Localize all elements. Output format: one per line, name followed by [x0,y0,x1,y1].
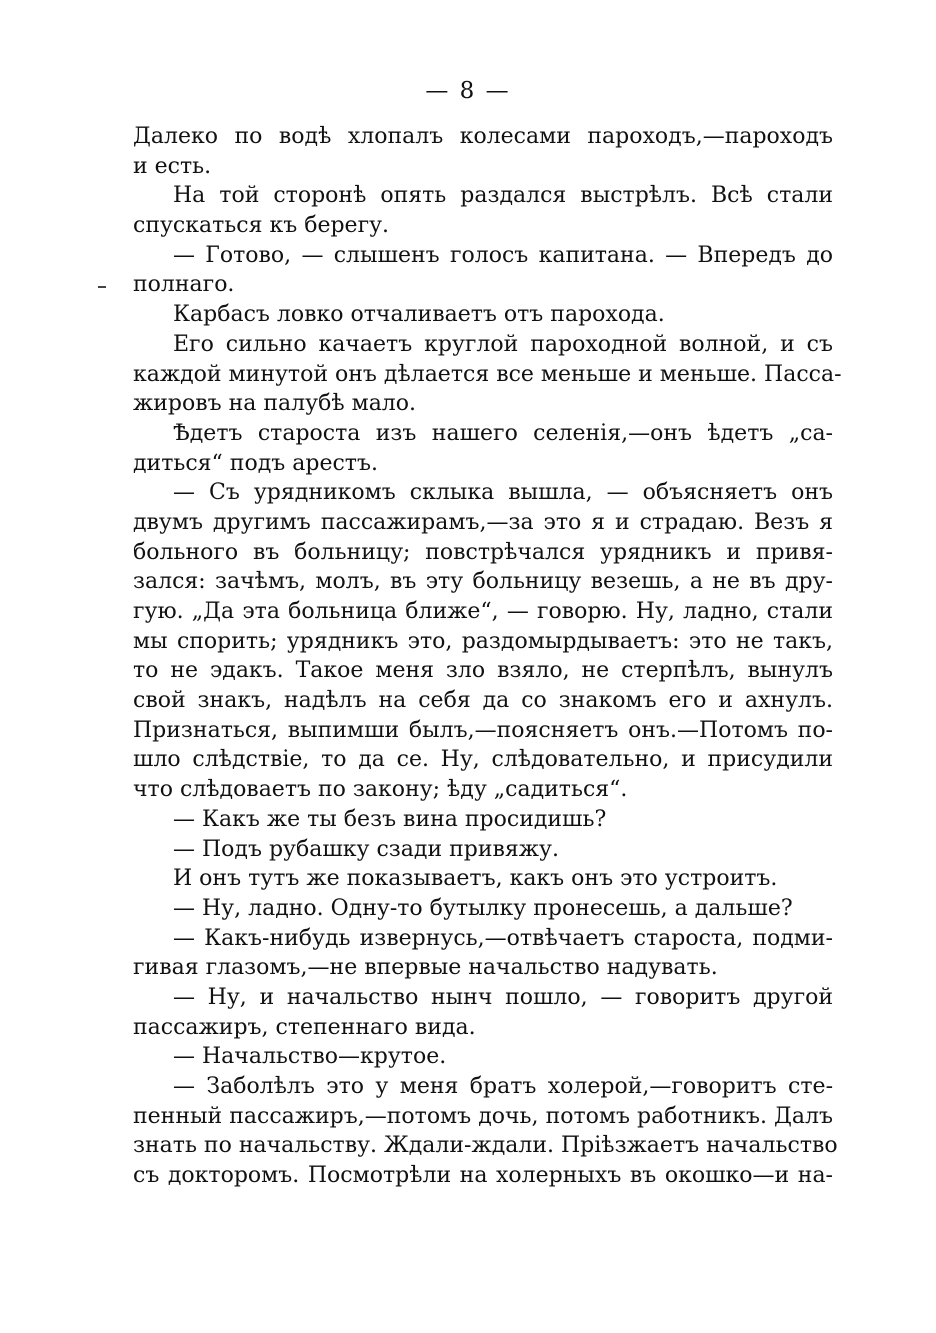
text-line: — Какъ же ты безъ вина просидишь? [173,806,607,832]
text-line: каждой минутой онъ дѣлается все меньше и меньше. Пасса- [133,361,842,387]
text-line: — Готово, — слышенъ голосъ капитана. — Впередъ до [173,242,833,268]
text-line: пенный пассажиръ,—потомъ дочь, потомъ работникъ. Далъ [133,1103,833,1129]
text-line: Его сильно качаетъ круглой пароходной волной, и съ [173,331,833,357]
text-line: пассажиръ, степеннаго вида. [133,1014,476,1040]
text-line: гую. „Да эта больница ближе“, — говорю. Ну, ладно, стали [133,599,833,624]
text-line: и есть. [133,153,212,179]
text-line: гивая глазомъ,—не впервые начальство надувать. [133,955,718,981]
text-line: мы спорить; урядникъ это, раздомырдываетъ: это не такъ, [133,628,833,654]
text-line: — Какъ-нибудь извернусь,—отвѣчаетъ староста, подми- [173,925,833,951]
text-line: — Подъ рубашку сзади привяжу. [173,836,559,862]
margin-mark [98,286,106,288]
text-line: Карбасъ ловко отчаливаетъ отъ парохода. [173,302,665,328]
text-line: На той сторонѣ опять раздался выстрѣлъ. Всѣ стали [173,183,833,209]
text-line: полнаго. [133,272,235,298]
text-line: что слѣдоваетъ по закону; ѣду „садиться“. [133,777,628,803]
text-line: спускаться къ берегу. [133,213,390,239]
text-line: свой знакъ, надѣлъ на себя да со знакомъ его и ахнулъ. [133,688,833,714]
text-line: — Ну, ладно. Одну-то бутылку пронесешь, а дальше? [173,895,793,921]
text-line: то не эдакъ. Такое меня зло взяло, не стерпѣлъ, вынулъ [133,658,833,684]
body-text [133,122,842,1191]
text-line: двумъ другимъ пассажирамъ,—за это я и страдаю. Везъ я [133,509,833,535]
text-line: жировъ на палубѣ мало. [133,391,417,417]
text-line: знать по начальству. Ждали-ждали. Пріѣзжаетъ начальство [133,1133,838,1159]
text-line: Признаться, выпимши былъ,—поясняетъ онъ.—Потомъ по- [133,717,833,743]
text-line: зался: зачѣмъ, молъ, въ эту больницу везешь, а не въ дру- [133,569,833,595]
text-line: И онъ тутъ же показываетъ, какъ онъ это устроитъ. [173,866,778,892]
text-line: — Заболѣлъ это у меня братъ холерой,—говоритъ сте- [173,1074,833,1099]
text-line: шло слѣдствіе, то да се. Ну, слѣдовательно, и присудили [133,747,833,773]
text-line: — Ну, и начальство нынч пошло, — говоритъ другой [173,984,833,1010]
text-line: Далеко по водѣ хлопалъ колесами пароходъ,—пароходъ [133,124,833,149]
text-line: — Съ урядникомъ склыка вышла, — объясняетъ онъ [173,480,833,506]
text-line: съ докторомъ. Посмотрѣли на холерныхъ въ окошко—и на- [133,1163,833,1189]
text-line: больного въ больницу; повстрѣчался урядникъ и привя- [133,539,833,565]
text-line: — Начальство—крутое. [173,1044,447,1070]
text-line: Ѣдетъ староста изъ нашего селенія,—онъ ѣдетъ „са- [173,420,833,446]
page-number: — 8 — [425,78,511,104]
text-line: диться“ подъ арестъ. [133,450,378,476]
